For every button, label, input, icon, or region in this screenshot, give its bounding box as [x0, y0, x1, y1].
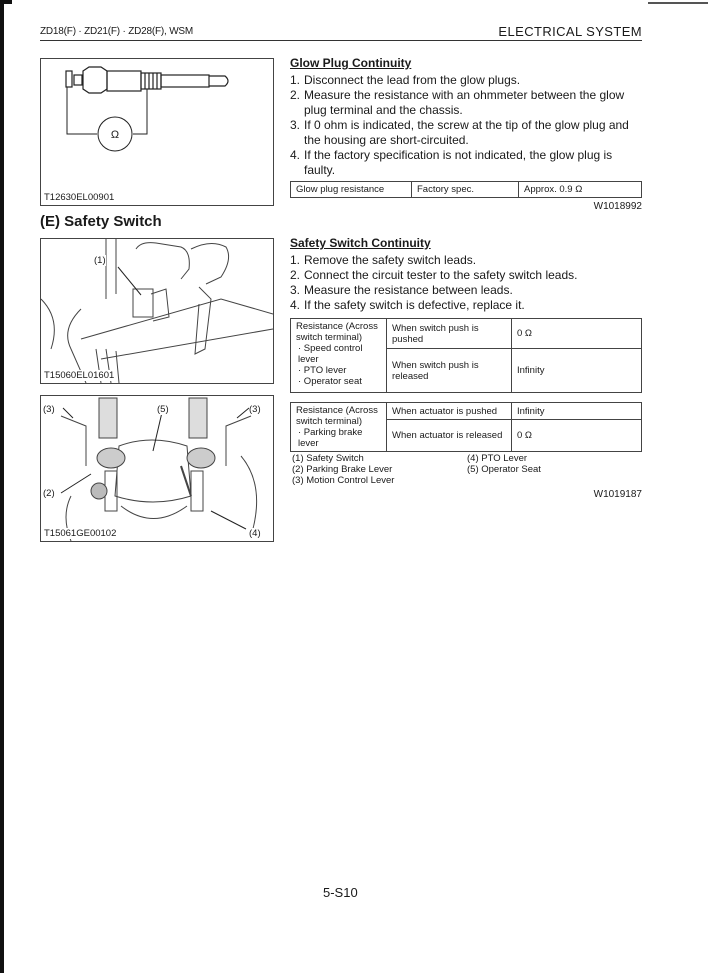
legend-item: (1) Safety Switch [292, 453, 364, 464]
reference-code: W1019187 [593, 489, 642, 500]
safety-switch-continuity-title: Safety Switch Continuity [290, 236, 431, 250]
step-item: 2. Connect the circuit tester to the safety switch leads. [290, 268, 578, 282]
step-item: 1. Remove the safety switch leads. [290, 253, 477, 267]
value: Infinity [512, 403, 642, 420]
callout-2: (2) [43, 488, 55, 499]
callout-1: (1) [94, 255, 106, 266]
value: Infinity [512, 349, 642, 393]
reference-code: W1018992 [593, 201, 642, 212]
glow-plug-steps [290, 73, 642, 178]
step-item: 4. If the factory specification is not indicated, the glow plug is faulty. [290, 148, 613, 177]
safety-switch-continuity-section [290, 236, 642, 452]
spec-value: Approx. 0.9 Ω [519, 182, 642, 198]
condition: When switch push is pushed [387, 319, 512, 349]
value: 0 Ω [512, 420, 642, 452]
figure-code: T12630EL00901 [44, 192, 115, 203]
safety-switch-spec-table-1 [290, 318, 642, 393]
figure-code: T15060EL01601 [44, 370, 115, 381]
safety-switch-spec-table-2 [290, 402, 642, 452]
spec-label: Factory spec. [412, 182, 519, 198]
glow-plug-continuity-title: Glow Plug Continuity [290, 56, 412, 70]
step-item: 1. Disconnect the lead from the glow plugs. [290, 73, 521, 87]
figure-code: T15061GE00102 [44, 528, 117, 539]
condition: When actuator is released [387, 420, 512, 452]
legend-item: (4) PTO Lever [467, 453, 528, 464]
step-item: 3. If 0 ohm is indicated, the screw at the tip of the glow plug and the housing are short-circuited. [290, 118, 629, 147]
glow-plug-diagram-icon [41, 59, 273, 205]
legend-item: (2) Parking Brake Lever [292, 464, 393, 475]
step-item: 2. Measure the resistance with an ohmmeter between the glow plug terminal and the chassis. [290, 88, 625, 117]
condition: When switch push is released [387, 349, 512, 393]
legend-item: (5) Operator Seat [467, 464, 541, 475]
step-item: 4. If the safety switch is defective, replace it. [290, 298, 525, 312]
value: 0 Ω [512, 319, 642, 349]
page-number: 5-S10 [323, 885, 358, 900]
table-row [291, 182, 642, 198]
legend-item: (3) Motion Control Lever [292, 475, 395, 486]
table-row [291, 403, 642, 420]
step-item: 3. Measure the resistance between leads. [290, 283, 513, 297]
spec-item: Resistance (Across switch terminal) · Speed control lever · PTO lever · Operator seat [291, 319, 387, 393]
scan-edge-left [0, 0, 4, 973]
mower-overview-illustration-icon [41, 396, 273, 541]
safety-switch-figure [40, 238, 274, 384]
spec-item: Resistance (Across switch terminal) · Parking brake lever [291, 403, 387, 452]
condition: When actuator is pushed [387, 403, 512, 420]
overview-figure [40, 395, 274, 542]
glow-plug-figure [40, 58, 274, 206]
safety-switch-illustration-icon [41, 239, 273, 383]
page-header [40, 24, 642, 41]
manual-id: ZD18(F) · ZD21(F) · ZD28(F), WSM [40, 26, 194, 37]
spec-item: Glow plug resistance [291, 182, 412, 198]
scan-edge-line [648, 2, 708, 4]
scan-edge-top [0, 0, 12, 4]
chapter-title: ELECTRICAL SYSTEM [498, 24, 642, 39]
safety-switch-steps [290, 253, 642, 313]
callout-4: (4) [249, 528, 261, 539]
ohmmeter-symbol: Ω [110, 129, 120, 141]
callout-3-right: (3) [249, 404, 261, 415]
callout-5: (5) [157, 404, 169, 415]
table-row [291, 319, 642, 349]
glow-plug-spec-table [290, 181, 642, 198]
callout-3-left: (3) [43, 404, 55, 415]
glow-plug-continuity-section [290, 56, 642, 212]
section-title: (E) Safety Switch [40, 213, 162, 230]
